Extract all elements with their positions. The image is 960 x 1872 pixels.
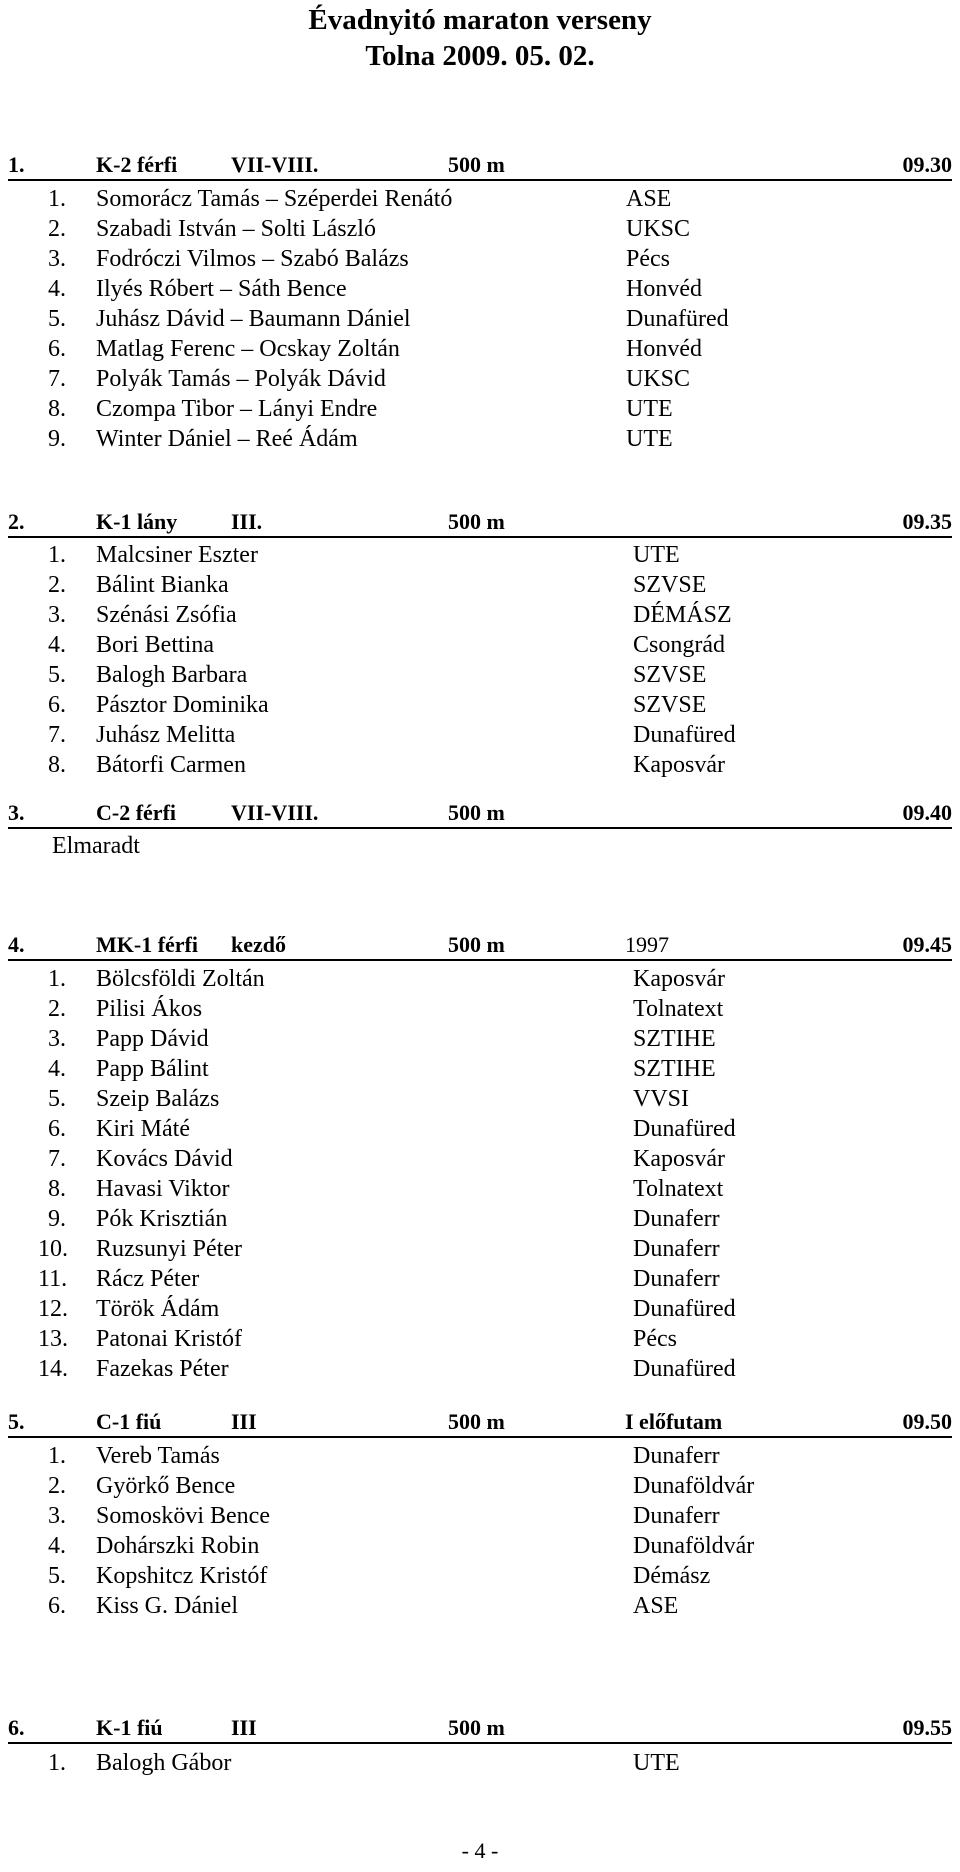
page-number: - 4 -	[461, 1838, 499, 1863]
entry-name: Kovács Dávid	[96, 1146, 233, 1172]
entry-rank: 4.	[48, 1533, 66, 1559]
race-header-dist: 500 m	[448, 1715, 505, 1740]
race-header-dist: 500 m	[448, 509, 505, 534]
entry-rank: 5.	[48, 662, 66, 688]
entry-row	[0, 304, 960, 334]
entry-club: Pécs	[626, 246, 670, 272]
entry-rank: 3.	[48, 602, 66, 628]
entry-club: VVSI	[633, 1086, 690, 1112]
entry-row	[0, 184, 960, 214]
entry-row	[0, 660, 960, 690]
entry-row	[0, 1354, 960, 1384]
entry-name: Bölcsföldi Zoltán	[96, 966, 265, 992]
document-title: Évadnyitó maraton verseny	[308, 4, 652, 36]
race-header-no: 6.	[8, 1715, 25, 1740]
entry-rank: 1.	[48, 1750, 66, 1776]
entry-name: Szénási Zsófia	[96, 602, 237, 628]
entry-club: UTE	[626, 426, 673, 452]
entry-row	[0, 274, 960, 304]
entry-name: Ilyés Róbert – Sáth Bence	[96, 276, 347, 302]
entry-name: Rácz Péter	[96, 1266, 200, 1292]
entry-rank: 9.	[48, 1206, 66, 1232]
entry-rank: 8.	[48, 396, 66, 422]
entry-club: Tolnatext	[633, 1176, 724, 1202]
race-header-extra: I előfutam	[625, 1409, 723, 1434]
entry-name: Török Ádám	[96, 1296, 220, 1322]
entry-club: ASE	[633, 1593, 679, 1619]
entry-row	[0, 1054, 960, 1084]
race-header	[8, 151, 952, 181]
entry-club: Honvéd	[626, 276, 702, 302]
entry-row	[0, 1324, 960, 1354]
race-header	[8, 1408, 952, 1438]
entry-club: SZVSE	[633, 662, 707, 688]
race-header-time: 09.55	[902, 1715, 952, 1740]
entry-rank: 7.	[48, 722, 66, 748]
entry-rank: 6.	[48, 336, 66, 362]
entry-name: Czompa Tibor – Lányi Endre	[96, 396, 378, 422]
entry-rank: 2.	[48, 572, 66, 598]
entry-name: Ruzsunyi Péter	[96, 1236, 242, 1262]
entry-name: Winter Dániel – Reé Ádám	[96, 426, 358, 452]
race-header-no: 2.	[8, 509, 25, 534]
entry-row	[0, 1471, 960, 1501]
entry-row	[0, 1264, 960, 1294]
entry-club: Kaposvár	[633, 1146, 725, 1172]
entry-club: UTE	[633, 542, 680, 568]
entry-club: Dunafüred	[633, 722, 736, 748]
entry-rank: 3.	[48, 1503, 66, 1529]
race-header-cat: C-1 fiú	[96, 1409, 162, 1434]
race-header-no: 3.	[8, 800, 25, 825]
entry-rank: 1.	[48, 966, 66, 992]
race-header-age: III	[231, 1409, 257, 1434]
entry-rank: 5.	[48, 306, 66, 332]
entry-row	[0, 424, 960, 454]
entry-row	[0, 1591, 960, 1621]
entry-club: ASE	[626, 186, 672, 212]
entry-name: Pók Krisztián	[96, 1206, 228, 1232]
entry-rank: 1.	[48, 1443, 66, 1469]
entry-name: Fazekas Péter	[96, 1356, 229, 1382]
entry-row	[0, 334, 960, 364]
entry-club: UTE	[626, 396, 673, 422]
entry-club: UKSC	[626, 366, 691, 392]
race-header-cat: K-1 fiú	[96, 1715, 163, 1740]
entry-rank: 7.	[48, 1146, 66, 1172]
race-header-cat: K-1 lány	[96, 509, 178, 534]
race-header-cat: MK-1 férfi	[96, 932, 198, 957]
entry-name: Balogh Barbara	[96, 662, 248, 688]
race-header-no: 1.	[8, 152, 25, 177]
race-header-dist: 500 m	[448, 1409, 505, 1434]
entry-club: Dunaferr	[633, 1266, 720, 1292]
entry-rank: 8.	[48, 1176, 66, 1202]
entry-row	[0, 214, 960, 244]
entry-row	[0, 1748, 960, 1778]
race-header-time: 09.40	[902, 800, 952, 825]
entry-club: Dunafüred	[633, 1116, 736, 1142]
entry-row	[0, 1144, 960, 1174]
entry-rank: 5.	[48, 1563, 66, 1589]
race-header-age: kezdő	[231, 932, 286, 957]
entry-name: Pásztor Dominika	[96, 692, 269, 718]
entry-row	[0, 1114, 960, 1144]
race-header-cat: C-2 férfi	[96, 800, 177, 825]
entry-row	[0, 964, 960, 994]
entry-club: Honvéd	[626, 336, 702, 362]
race-header	[8, 931, 952, 961]
entry-rank: 12.	[38, 1296, 68, 1322]
entry-name: Bálint Bianka	[96, 572, 229, 598]
entry-row	[0, 1501, 960, 1531]
entry-rank: 7.	[48, 366, 66, 392]
race-header-age: VII-VIII.	[231, 152, 319, 177]
entry-club: Dunafüred	[626, 306, 729, 332]
entry-club: Dunaferr	[633, 1503, 720, 1529]
entry-name: Somoskövi Bence	[96, 1503, 270, 1529]
race-header-time: 09.50	[902, 1409, 952, 1434]
entry-rank: 3.	[48, 246, 66, 272]
entry-rank: 4.	[48, 276, 66, 302]
entry-name: Dohárszki Robin	[96, 1533, 260, 1559]
race-header-time: 09.45	[902, 932, 952, 957]
race-header-cat: K-2 férfi	[96, 152, 178, 177]
entry-name: Balogh Gábor	[96, 1750, 232, 1776]
race-header-age: III.	[231, 509, 263, 534]
race-header	[8, 508, 952, 538]
entry-club: DÉMÁSZ	[633, 602, 732, 628]
entry-row	[0, 1084, 960, 1114]
race-header-no: 5.	[8, 1409, 25, 1434]
entry-rank: 2.	[48, 1473, 66, 1499]
entry-name: Matlag Ferenc – Ocskay Zoltán	[96, 336, 400, 362]
entry-row	[0, 540, 960, 570]
entry-rank: 4.	[48, 1056, 66, 1082]
entry-rank: 14.	[38, 1356, 68, 1382]
entry-name: Pilisi Ákos	[96, 996, 203, 1022]
entry-rank: 10.	[38, 1236, 68, 1262]
entry-club: UKSC	[626, 216, 691, 242]
entry-club: Dunafüred	[633, 1296, 736, 1322]
entry-row	[0, 244, 960, 274]
entry-name: Kopshitcz Kristóf	[96, 1563, 268, 1589]
entry-rank: 8.	[48, 752, 66, 778]
entry-rank: 3.	[48, 1026, 66, 1052]
entry-rank: 5.	[48, 1086, 66, 1112]
race-header-no: 4.	[8, 932, 25, 957]
entry-club: UTE	[633, 1750, 680, 1776]
entry-club: Dunaföldvár	[633, 1533, 755, 1559]
entry-row	[0, 1234, 960, 1264]
entry-name: Bori Bettina	[96, 632, 214, 658]
entry-club: Csongrád	[633, 632, 725, 658]
entry-club: SZTIHE	[633, 1056, 716, 1082]
race-header-extra: 1997	[625, 932, 669, 957]
entry-name: Kiss G. Dániel	[96, 1593, 238, 1619]
entry-club: SZTIHE	[633, 1026, 716, 1052]
entry-row	[0, 630, 960, 660]
entry-name: Szabadi István – Solti László	[96, 216, 376, 242]
entry-club: SZVSE	[633, 572, 707, 598]
entry-row	[0, 994, 960, 1024]
entry-row	[0, 394, 960, 424]
race-header-dist: 500 m	[448, 152, 505, 177]
entry-club: Pécs	[633, 1326, 677, 1352]
entry-row	[0, 1441, 960, 1471]
entry-rank: 6.	[48, 692, 66, 718]
entry-row	[0, 1561, 960, 1591]
entry-club: Dunaferr	[633, 1443, 720, 1469]
entry-name: Kiri Máté	[96, 1116, 190, 1142]
race-header-dist: 500 m	[448, 932, 505, 957]
entry-rank: 4.	[48, 632, 66, 658]
entry-row	[0, 1024, 960, 1054]
entry-row	[0, 364, 960, 394]
entry-row	[0, 1531, 960, 1561]
document-subtitle: Tolna 2009. 05. 02.	[365, 40, 595, 72]
entry-club: Dunaferr	[633, 1206, 720, 1232]
entry-name: Juhász Dávid – Baumann Dániel	[96, 306, 411, 332]
race-header	[8, 1714, 952, 1744]
entry-row	[0, 600, 960, 630]
race-header-age: VII-VIII.	[231, 800, 319, 825]
entry-row	[0, 1174, 960, 1204]
entry-name: Szeip Balázs	[96, 1086, 220, 1112]
entry-name: Vereb Tamás	[96, 1443, 220, 1469]
entry-row	[0, 1294, 960, 1324]
race-header-time: 09.35	[902, 509, 952, 534]
entry-name: Fodróczi Vilmos – Szabó Balázs	[96, 246, 409, 272]
entry-rank: 13.	[38, 1326, 68, 1352]
entry-row	[0, 690, 960, 720]
entry-name: Bátorfi Carmen	[96, 752, 246, 778]
entry-rank: 9.	[48, 426, 66, 452]
entry-row	[0, 720, 960, 750]
entry-rank: 6.	[48, 1593, 66, 1619]
entry-club: SZVSE	[633, 692, 707, 718]
entry-name: Somorácz Tamás – Széperdei Renátó	[96, 186, 453, 212]
entry-club: Dunafüred	[633, 1356, 736, 1382]
entry-name: Papp Bálint	[96, 1056, 209, 1082]
entry-name: Polyák Tamás – Polyák Dávid	[96, 366, 386, 392]
entry-club: Démász	[633, 1563, 711, 1589]
entry-rank: 2.	[48, 996, 66, 1022]
entry-rank: 11.	[38, 1266, 68, 1292]
entry-name: Papp Dávid	[96, 1026, 209, 1052]
race-header-age: III	[231, 1715, 257, 1740]
entry-club: Kaposvár	[633, 966, 725, 992]
entry-name: Patonai Kristóf	[96, 1326, 242, 1352]
entry-club: Kaposvár	[633, 752, 725, 778]
entry-rank: 1.	[48, 542, 66, 568]
entry-row	[0, 570, 960, 600]
entry-name: Havasi Viktor	[96, 1176, 230, 1202]
race-note: Elmaradt	[52, 833, 140, 859]
race-header-time: 09.30	[902, 152, 952, 177]
entry-club: Dunaföldvár	[633, 1473, 755, 1499]
entry-rank: 1.	[48, 186, 66, 212]
entry-name: Györkő Bence	[96, 1473, 236, 1499]
entry-rank: 2.	[48, 216, 66, 242]
entry-rank: 6.	[48, 1116, 66, 1142]
entry-name: Juhász Melitta	[96, 722, 236, 748]
entry-club: Dunaferr	[633, 1236, 720, 1262]
entry-name: Malcsiner Eszter	[96, 542, 258, 568]
race-header-dist: 500 m	[448, 800, 505, 825]
entry-row	[0, 1204, 960, 1234]
entry-row	[0, 750, 960, 780]
race-header	[8, 799, 952, 829]
entry-club: Tolnatext	[633, 996, 724, 1022]
